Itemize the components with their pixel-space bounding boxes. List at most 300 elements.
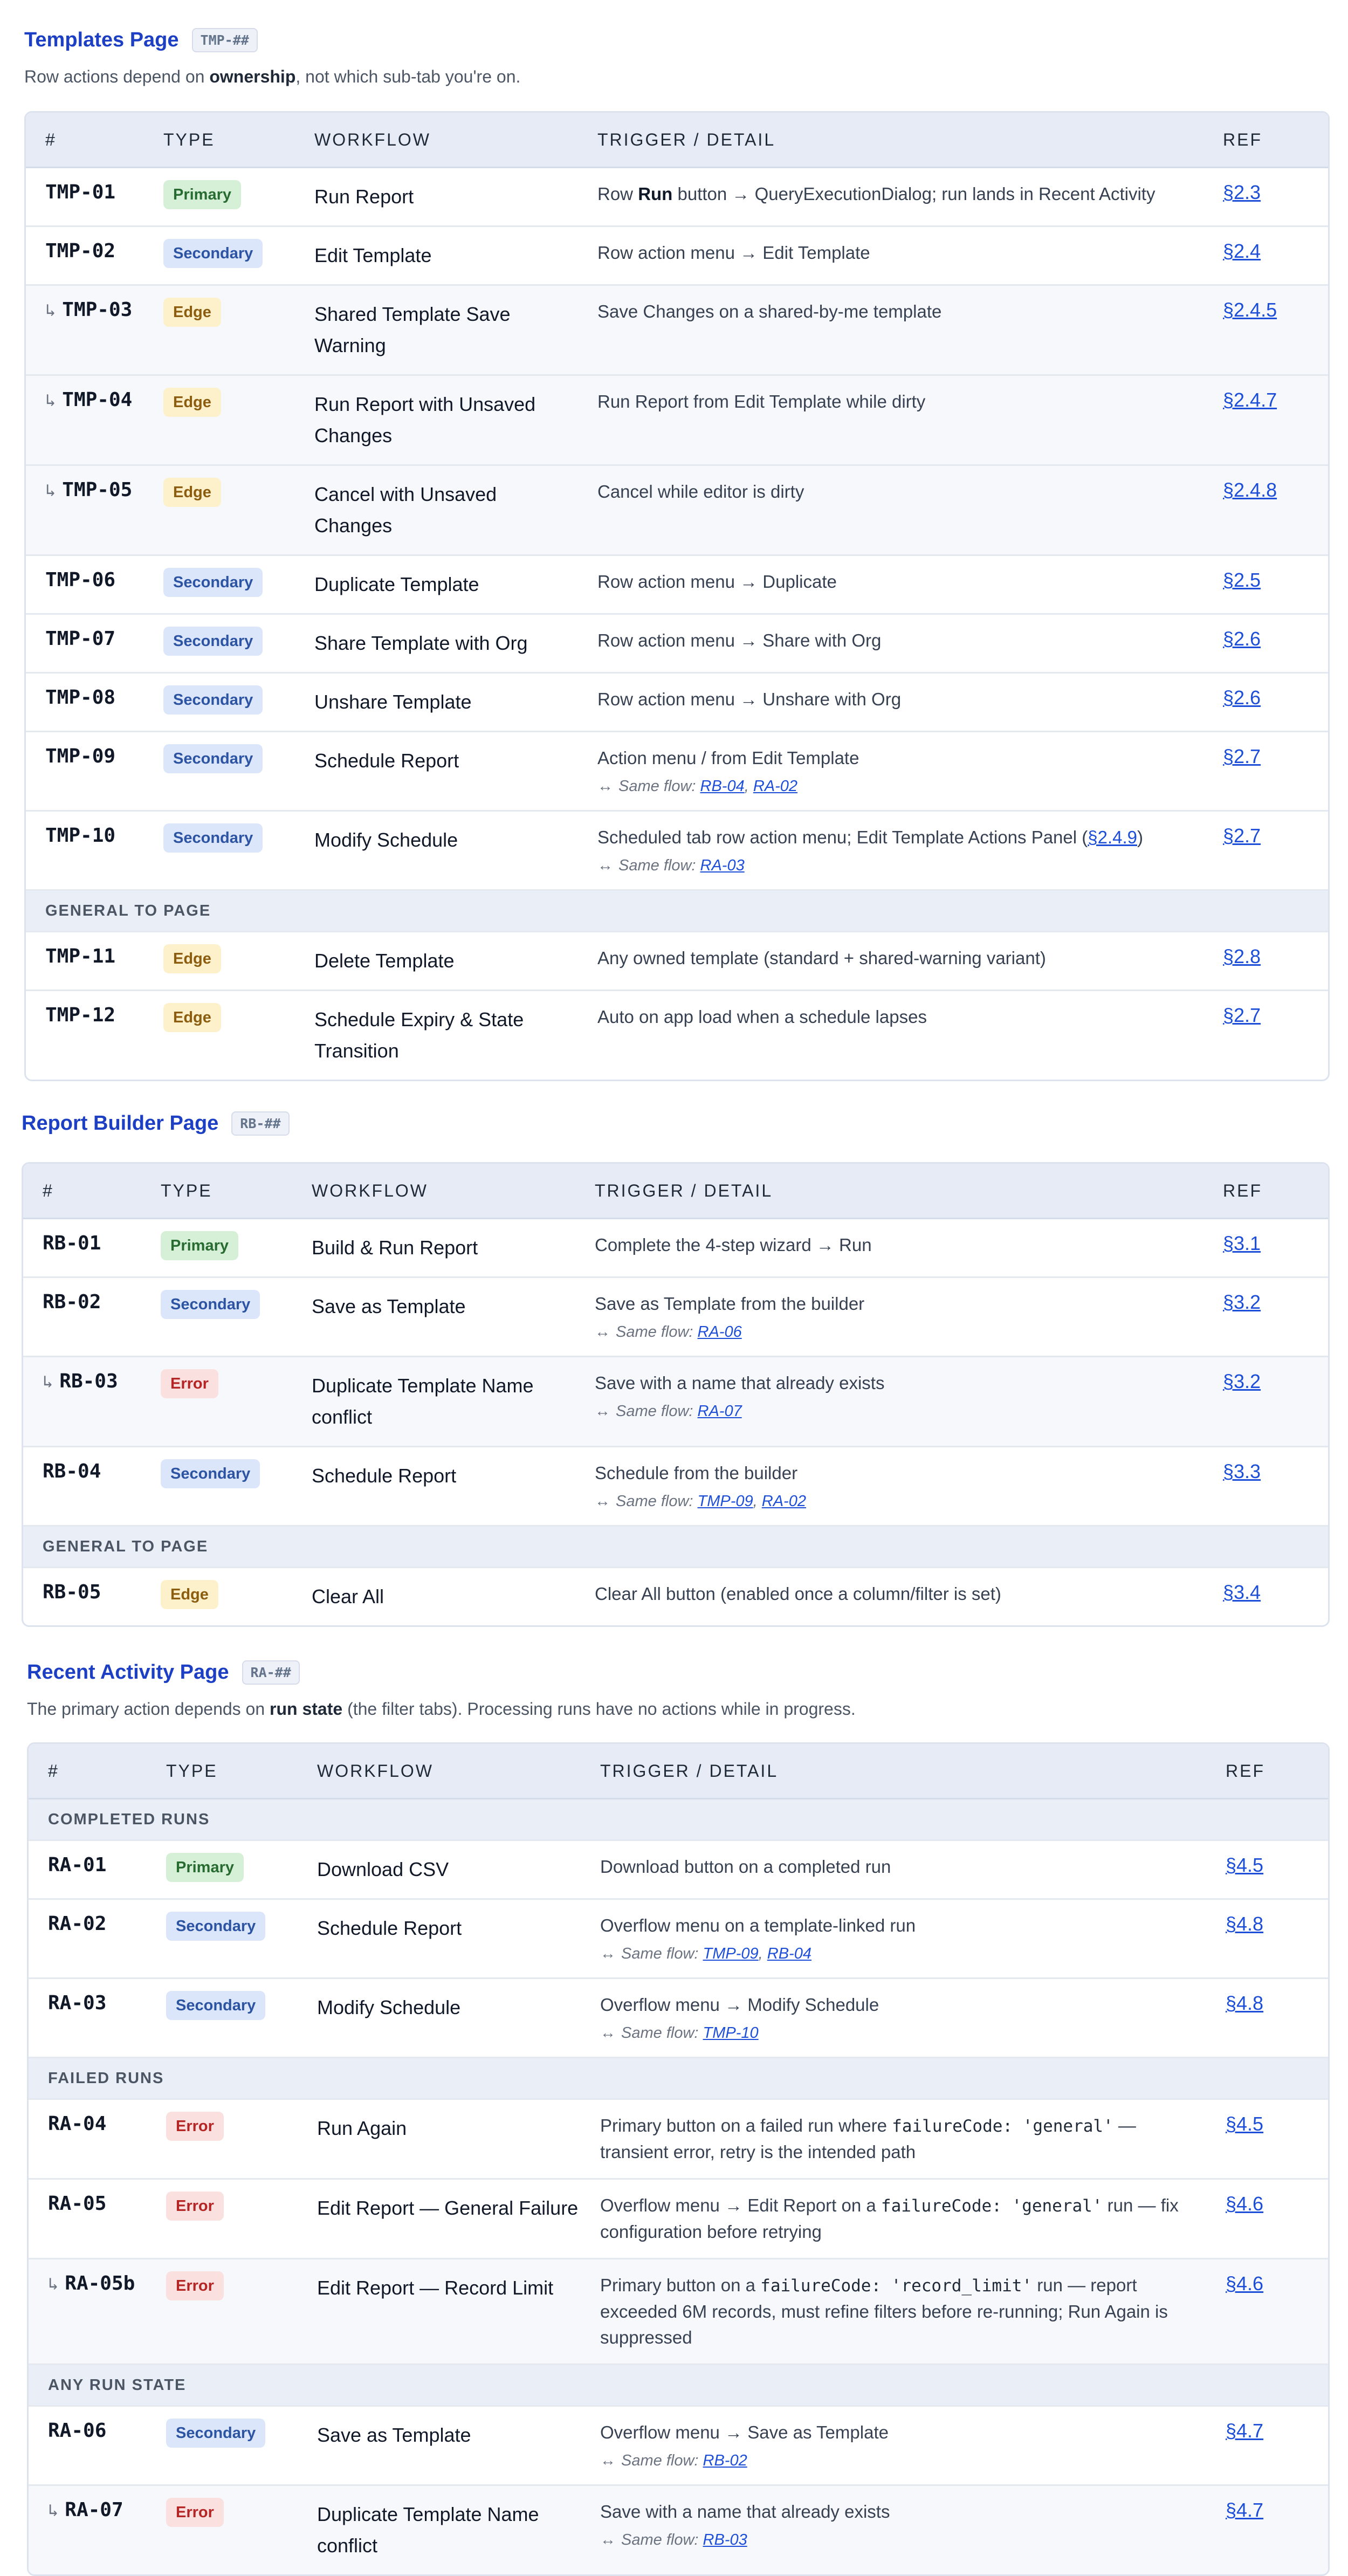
text-segment: Primary button on a failed run where xyxy=(600,2115,892,2135)
table-row xyxy=(29,1979,1328,2058)
type-cell xyxy=(166,2180,317,2259)
type-cell xyxy=(163,376,314,466)
column-header-num: # xyxy=(23,1164,161,1219)
trigger-detail xyxy=(597,389,1201,415)
ref-link[interactable]: §3.2 xyxy=(1223,1370,1261,1392)
workflow-name: Edit Report — General Failure xyxy=(317,2180,600,2259)
same-flow-link[interactable]: RA-07 xyxy=(697,1403,742,1420)
section-code-badge: RA-## xyxy=(242,1660,300,1685)
table-row xyxy=(23,1219,1328,1278)
group-row xyxy=(29,2365,1328,2407)
ref-link[interactable]: §3.2 xyxy=(1223,1291,1261,1313)
emphasis-text: run state xyxy=(270,1699,343,1719)
column-header-trigger: TRIGGER / DETAIL xyxy=(595,1164,1223,1219)
type-cell xyxy=(163,674,314,732)
type-badge: Primary xyxy=(166,1853,244,1882)
link-arrows-icon: ↔ xyxy=(600,2452,616,2469)
same-flow-note xyxy=(600,2022,1204,2044)
type-cell xyxy=(166,2486,317,2574)
trigger-detail xyxy=(597,628,1201,654)
row-id: TMP-02 xyxy=(45,240,116,262)
workflow-name: Save as Template xyxy=(317,2407,600,2486)
row-id: TMP-10 xyxy=(45,825,116,847)
ref-link[interactable]: §2.7 xyxy=(1223,1004,1261,1026)
row-id-cell xyxy=(29,1979,166,2058)
group-row xyxy=(29,1799,1328,1841)
type-cell xyxy=(166,1841,317,1900)
group-row xyxy=(23,1527,1328,1568)
type-cell xyxy=(163,466,314,556)
row-id: RA-04 xyxy=(48,2113,107,2135)
column-header-type: TYPE xyxy=(166,1744,317,1799)
code-text: failureCode: 'general' xyxy=(892,2117,1113,2136)
trigger-cell xyxy=(595,1568,1223,1625)
emphasis-text: Run xyxy=(638,184,673,204)
same-flow-link[interactable]: RA-03 xyxy=(700,857,745,874)
type-cell xyxy=(161,1278,312,1357)
ref-cell xyxy=(1223,1568,1328,1625)
workflow-name: Schedule Report xyxy=(317,1900,600,1979)
table-row xyxy=(26,227,1328,286)
same-flow-link[interactable]: TMP-09 xyxy=(697,1493,753,1510)
ref-link[interactable]: §4.7 xyxy=(1226,2499,1264,2521)
row-id: TMP-01 xyxy=(45,181,116,203)
same-flow-link[interactable]: TMP-09 xyxy=(703,1945,759,1962)
ref-cell xyxy=(1223,168,1328,227)
row-id-cell xyxy=(23,1219,161,1278)
trigger-detail xyxy=(597,945,1201,971)
ref-cell xyxy=(1226,1979,1328,2058)
row-id-cell xyxy=(26,674,163,732)
ref-cell xyxy=(1223,376,1328,466)
row-id: TMP-04 xyxy=(62,389,133,411)
text-segment: Overflow menu on a template-linked run xyxy=(600,1915,916,1935)
trigger-cell xyxy=(600,2407,1226,2486)
type-badge: Edge xyxy=(161,1580,218,1609)
workflow-name: Download CSV xyxy=(317,1841,600,1900)
ref-link[interactable]: §4.6 xyxy=(1226,2193,1264,2215)
same-flow-note: ↔ Same flow: RB-04, RA-02 xyxy=(597,778,798,795)
table-row xyxy=(23,1278,1328,1357)
row-id: RB-03 xyxy=(59,1370,118,1392)
trigger-detail xyxy=(597,745,1201,771)
row-id-cell xyxy=(26,615,163,674)
ref-cell xyxy=(1223,286,1328,376)
trigger-detail xyxy=(597,479,1201,505)
type-badge: Edge xyxy=(163,298,221,327)
text-segment: Overflow menu → Modify Schedule xyxy=(600,1995,879,2015)
same-flow-label: Same flow: xyxy=(621,2531,703,2548)
trigger-cell xyxy=(597,286,1223,376)
same-flow-link[interactable]: RB-02 xyxy=(703,2452,747,2469)
same-flow-note: ↔ Same flow: TMP-09, RB-04 xyxy=(600,1945,811,1962)
row-id-cell xyxy=(26,991,163,1080)
type-cell xyxy=(163,991,314,1080)
trigger-cell xyxy=(600,1900,1226,1979)
ref-cell xyxy=(1223,1447,1328,1527)
table-row xyxy=(26,991,1328,1080)
ref-cell xyxy=(1223,812,1328,891)
section-description xyxy=(24,66,1326,87)
same-flow-label: Same flow: xyxy=(621,2452,703,2469)
ref-link[interactable]: §2.4 xyxy=(1223,240,1261,262)
table-row-sub xyxy=(29,2486,1328,2574)
column-header-workflow: WORKFLOW xyxy=(312,1164,595,1219)
row-id-cell xyxy=(29,2407,166,2486)
ref-cell xyxy=(1223,1278,1328,1357)
column-header-trigger: TRIGGER / DETAIL xyxy=(600,1744,1226,1799)
section-templates xyxy=(24,0,1326,1081)
same-flow-link[interactable]: RA-02 xyxy=(753,778,798,795)
row-id: TMP-08 xyxy=(45,686,116,709)
trigger-detail xyxy=(597,181,1201,207)
ref-link[interactable]: §2.5 xyxy=(1223,569,1261,591)
code-text: failureCode: 'record_limit' xyxy=(760,2276,1033,2296)
trigger-detail xyxy=(600,2193,1204,2245)
trigger-detail xyxy=(600,1992,1204,2018)
group-label: FAILED RUNS xyxy=(29,2058,1328,2100)
text-segment: The primary action depends on xyxy=(27,1699,270,1719)
workflow-name: Clear All xyxy=(312,1585,384,1608)
group-row xyxy=(26,891,1328,932)
section-ref-link[interactable]: §2.4.9 xyxy=(1088,827,1138,847)
ref-link[interactable]: §2.4.8 xyxy=(1223,479,1277,501)
link-arrows-icon: ↔ xyxy=(595,1403,610,1420)
workflow-name: Share Template with Org xyxy=(314,615,597,674)
type-badge: Secondary xyxy=(163,239,263,268)
column-header-ref: REF xyxy=(1223,1164,1328,1219)
workflow-name: Modify Schedule xyxy=(314,812,597,891)
type-badge: Edge xyxy=(163,1003,221,1032)
type-badge: Error xyxy=(161,1369,218,1398)
workflow-name: Unshare Template xyxy=(314,674,597,732)
ref-link[interactable]: §2.8 xyxy=(1223,945,1261,967)
ref-cell xyxy=(1223,466,1328,556)
text-segment: Save Changes on a shared-by-me template xyxy=(597,301,942,321)
ref-cell xyxy=(1226,2407,1328,2486)
trigger-cell xyxy=(595,1219,1223,1278)
workflow-name: Duplicate Template xyxy=(314,556,597,615)
text-segment: Save with a name that already exists xyxy=(595,1373,885,1393)
row-id-cell xyxy=(26,466,163,556)
workflow-name: Cancel with Unsaved Changes xyxy=(314,466,597,556)
ref-link[interactable]: §3.3 xyxy=(1223,1460,1261,1482)
table-row xyxy=(26,168,1328,227)
group-label: GENERAL TO PAGE xyxy=(26,891,1328,932)
link-arrows-icon: ↔ xyxy=(600,1945,616,1962)
row-id: RA-03 xyxy=(48,1992,107,2014)
trigger-detail xyxy=(595,1581,1201,1607)
trigger-cell xyxy=(595,1447,1223,1527)
same-flow-link[interactable]: RB-04 xyxy=(767,1945,811,1962)
text-segment: — transient error, retry is the intended path xyxy=(600,2115,1136,2162)
ref-link[interactable]: §2.7 xyxy=(1223,825,1261,847)
row-id-cell xyxy=(26,812,163,891)
row-id: TMP-05 xyxy=(62,479,133,501)
text-segment: Schedule from the builder xyxy=(595,1463,798,1483)
row-id-cell xyxy=(23,1278,161,1357)
row-id: TMP-03 xyxy=(62,299,133,321)
row-id-cell xyxy=(29,2486,166,2574)
same-flow-link[interactable]: RB-04 xyxy=(700,778,745,795)
trigger-cell xyxy=(600,2100,1226,2180)
trigger-cell xyxy=(597,732,1223,812)
trigger-detail xyxy=(597,240,1201,266)
ref-link[interactable]: §4.5 xyxy=(1226,2113,1264,2135)
workflow-name: Edit Report — Record Limit xyxy=(317,2259,600,2365)
sub-arrow-icon: ↳ xyxy=(45,390,56,410)
workflow-name: Schedule Report xyxy=(314,732,597,812)
row-id-cell xyxy=(29,2180,166,2259)
section-header xyxy=(22,1107,1326,1139)
type-badge: Error xyxy=(166,2192,224,2221)
trigger-cell xyxy=(595,1357,1223,1447)
type-badge: Edge xyxy=(163,388,221,417)
column-header-num: # xyxy=(26,113,163,168)
type-badge: Secondary xyxy=(161,1290,260,1319)
ref-cell xyxy=(1223,732,1328,812)
ref-link[interactable]: §2.6 xyxy=(1223,686,1261,709)
trigger-cell xyxy=(597,615,1223,674)
trigger-cell xyxy=(597,991,1223,1080)
trigger-cell xyxy=(600,2486,1226,2574)
type-cell xyxy=(163,227,314,286)
section-code-badge: RB-## xyxy=(231,1111,289,1136)
row-id-cell xyxy=(29,1900,166,1979)
ref-cell xyxy=(1226,1841,1328,1900)
table-row xyxy=(23,1447,1328,1527)
text-segment: Row actions depend on xyxy=(24,67,210,86)
emphasis-text: ownership xyxy=(209,67,296,86)
workflow-table xyxy=(24,111,1330,1081)
sub-arrow-icon: ↳ xyxy=(48,2500,59,2520)
type-cell xyxy=(161,1447,312,1527)
row-id: RA-07 xyxy=(65,2499,123,2521)
text-segment: run — report exceeded 6M records, must refine filters before re-running; Run Again is suppressed xyxy=(600,2275,1168,2347)
type-badge: Primary xyxy=(161,1231,238,1260)
link-arrows-icon: ↔ xyxy=(600,2531,616,2548)
trigger-detail xyxy=(597,825,1201,850)
trigger-detail xyxy=(595,1460,1201,1486)
same-flow-label: Same flow: xyxy=(616,1323,698,1341)
sub-arrow-icon: ↳ xyxy=(43,1371,53,1392)
row-id: RA-05b xyxy=(65,2272,135,2295)
row-id: RA-05 xyxy=(48,2193,107,2215)
trigger-detail xyxy=(595,1370,1201,1396)
trigger-cell xyxy=(600,1979,1226,2058)
group-row xyxy=(29,2058,1328,2100)
ref-link[interactable]: §4.8 xyxy=(1226,1913,1264,1935)
same-flow-link[interactable]: RB-03 xyxy=(703,2531,747,2548)
row-id: TMP-06 xyxy=(45,569,116,591)
section-title: Report Builder Page xyxy=(22,1111,219,1135)
section-description xyxy=(27,1698,1326,1720)
type-badge: Error xyxy=(166,2271,224,2300)
table-body xyxy=(26,168,1328,1080)
text-segment: Row xyxy=(597,184,638,204)
text-segment: Cancel while editor is dirty xyxy=(597,482,804,502)
workflow-name: Duplicate Template Name conflict xyxy=(317,2486,600,2574)
text-segment: , not which sub-tab you're on. xyxy=(295,67,521,86)
ref-link[interactable]: §4.6 xyxy=(1226,2272,1264,2295)
ref-cell xyxy=(1223,1357,1328,1447)
table-row xyxy=(26,812,1328,891)
same-flow-link[interactable]: RA-02 xyxy=(761,1493,806,1510)
ref-cell xyxy=(1226,2100,1328,2180)
same-flow-note xyxy=(595,1321,1201,1343)
same-flow-label: Same flow: xyxy=(618,778,700,795)
row-id-cell xyxy=(29,2100,166,2180)
table-row xyxy=(29,1900,1328,1979)
workflow-name: Save as Template xyxy=(312,1278,595,1357)
section-header xyxy=(27,1656,1326,1688)
type-badge: Secondary xyxy=(163,744,263,773)
link-arrows-icon: ↔ xyxy=(595,1493,610,1510)
ref-link[interactable]: §4.8 xyxy=(1226,1992,1264,2014)
row-id: RB-04 xyxy=(43,1460,101,1482)
sub-arrow-icon: ↳ xyxy=(45,480,56,500)
text-segment: Row action menu → Duplicate xyxy=(597,572,837,592)
column-header-ref: REF xyxy=(1223,113,1328,168)
column-header-workflow: WORKFLOW xyxy=(314,113,597,168)
trigger-detail xyxy=(595,1291,1201,1317)
ref-link[interactable]: §4.5 xyxy=(1226,1854,1264,1876)
text-segment: Save with a name that already exists xyxy=(600,2502,890,2522)
type-cell xyxy=(161,1219,312,1278)
trigger-detail xyxy=(597,1004,1201,1030)
type-badge: Error xyxy=(166,2498,224,2527)
row-id: RB-01 xyxy=(43,1232,101,1254)
trigger-cell xyxy=(600,2259,1226,2365)
link-arrows-icon: ↔ xyxy=(595,1323,610,1341)
text-segment: Row action menu → Unshare with Org xyxy=(597,689,902,709)
row-id-cell xyxy=(26,932,163,991)
table-row-sub xyxy=(26,286,1328,376)
section-report-builder xyxy=(22,1081,1326,1627)
type-badge: Edge xyxy=(163,944,221,973)
workflow-name: Duplicate Template Name conflict xyxy=(312,1357,595,1447)
type-cell xyxy=(166,2259,317,2365)
trigger-detail xyxy=(600,1913,1204,1939)
text-segment: Save as Template from the builder xyxy=(595,1294,865,1314)
text-segment: Run Report from Edit Template while dirty xyxy=(597,391,926,411)
type-cell xyxy=(163,732,314,812)
column-header-num: # xyxy=(29,1744,166,1799)
type-cell xyxy=(163,932,314,991)
same-flow-link[interactable]: RA-06 xyxy=(697,1323,742,1341)
column-header-workflow: WORKFLOW xyxy=(317,1744,600,1799)
same-flow-link[interactable]: TMP-10 xyxy=(703,2024,759,2042)
group-label: ANY RUN STATE xyxy=(29,2365,1328,2407)
column-header-trigger: TRIGGER / DETAIL xyxy=(597,113,1223,168)
ref-cell xyxy=(1223,674,1328,732)
ref-cell xyxy=(1223,615,1328,674)
table-row xyxy=(26,732,1328,812)
ref-cell xyxy=(1226,2180,1328,2259)
row-id-cell xyxy=(26,556,163,615)
row-id: RA-02 xyxy=(48,1913,107,1935)
ref-cell xyxy=(1223,991,1328,1080)
trigger-cell xyxy=(600,1841,1226,1900)
ref-link[interactable]: §3.1 xyxy=(1223,1232,1261,1254)
text-segment: button → QueryExecutionDialog; run lands in Recent Activity xyxy=(672,184,1156,204)
workflow-name: Schedule Expiry & State Transition xyxy=(314,1008,524,1062)
ref-link[interactable]: §3.4 xyxy=(1223,1581,1261,1603)
row-id-cell xyxy=(26,227,163,286)
type-badge: Error xyxy=(166,2112,224,2141)
trigger-detail xyxy=(600,1854,1204,1880)
ref-link[interactable]: §4.7 xyxy=(1226,2420,1264,2442)
type-badge: Secondary xyxy=(163,685,263,715)
trigger-cell xyxy=(595,1278,1223,1357)
type-badge: Secondary xyxy=(163,627,263,656)
row-id: TMP-09 xyxy=(45,745,116,767)
type-badge: Edge xyxy=(163,478,221,507)
trigger-detail xyxy=(600,2420,1204,2446)
same-flow-label: Same flow: xyxy=(616,1403,698,1420)
trigger-detail xyxy=(600,2272,1204,2351)
ref-link[interactable]: §2.3 xyxy=(1223,181,1261,203)
table-header xyxy=(23,1164,1328,1219)
table-row xyxy=(26,932,1328,991)
text-segment: run — fix configuration before retrying xyxy=(600,2195,1179,2242)
text-segment: Download button on a completed run xyxy=(600,1857,891,1877)
table-row xyxy=(23,1568,1328,1625)
row-id: RA-01 xyxy=(48,1854,107,1876)
table-row xyxy=(29,2100,1328,2180)
row-id-cell xyxy=(23,1568,161,1625)
text-segment: Primary button on a xyxy=(600,2275,761,2295)
workflow-name: Modify Schedule xyxy=(317,1979,600,2058)
same-flow-note xyxy=(595,1400,1201,1422)
trigger-cell xyxy=(597,812,1223,891)
sub-arrow-icon: ↳ xyxy=(45,300,56,320)
text-segment: Row action menu → Share with Org xyxy=(597,630,882,650)
table-header xyxy=(26,113,1328,168)
text-segment: Row action menu → Edit Template xyxy=(597,243,870,263)
workflow-table xyxy=(22,1162,1330,1627)
ref-link[interactable]: §2.4.7 xyxy=(1223,389,1277,411)
text-segment: Overflow menu → Edit Report on a xyxy=(600,2195,881,2215)
table-row xyxy=(26,615,1328,674)
section-recent-activity xyxy=(27,1627,1326,2576)
code-text: failureCode: 'general' xyxy=(881,2196,1103,2216)
trigger-detail xyxy=(600,2113,1204,2165)
type-cell xyxy=(161,1357,312,1447)
text-segment: Scheduled tab row action menu; Edit Template Actions Panel ( xyxy=(597,827,1088,847)
workflow-name: Schedule Report xyxy=(312,1447,595,1527)
ref-link[interactable]: §2.4.5 xyxy=(1223,299,1277,321)
text-segment: Clear All button (enabled once a column/filter is set) xyxy=(595,1584,1001,1604)
row-id: TMP-07 xyxy=(45,628,116,650)
trigger-cell xyxy=(600,2180,1226,2259)
ref-link[interactable]: §2.6 xyxy=(1223,628,1261,650)
same-flow-note: ↔ Same flow: TMP-09, RA-02 xyxy=(595,1493,806,1510)
ref-link[interactable]: §2.7 xyxy=(1223,745,1261,767)
row-id: TMP-12 xyxy=(45,1004,116,1026)
row-id: TMP-11 xyxy=(45,945,116,967)
text-segment: (the filter tabs). Processing runs have no actions while in progress. xyxy=(342,1699,856,1719)
ref-cell xyxy=(1226,1900,1328,1979)
same-flow-note xyxy=(600,2450,1204,2471)
ref-cell xyxy=(1223,932,1328,991)
text-segment: Complete the 4-step wizard → Run xyxy=(595,1235,872,1255)
workflow-name: Build & Run Report xyxy=(312,1219,595,1278)
type-cell xyxy=(163,556,314,615)
same-flow-label: Same flow: xyxy=(621,1945,703,1962)
trigger-detail xyxy=(600,2499,1204,2525)
link-arrows-icon: ↔ xyxy=(597,778,613,795)
